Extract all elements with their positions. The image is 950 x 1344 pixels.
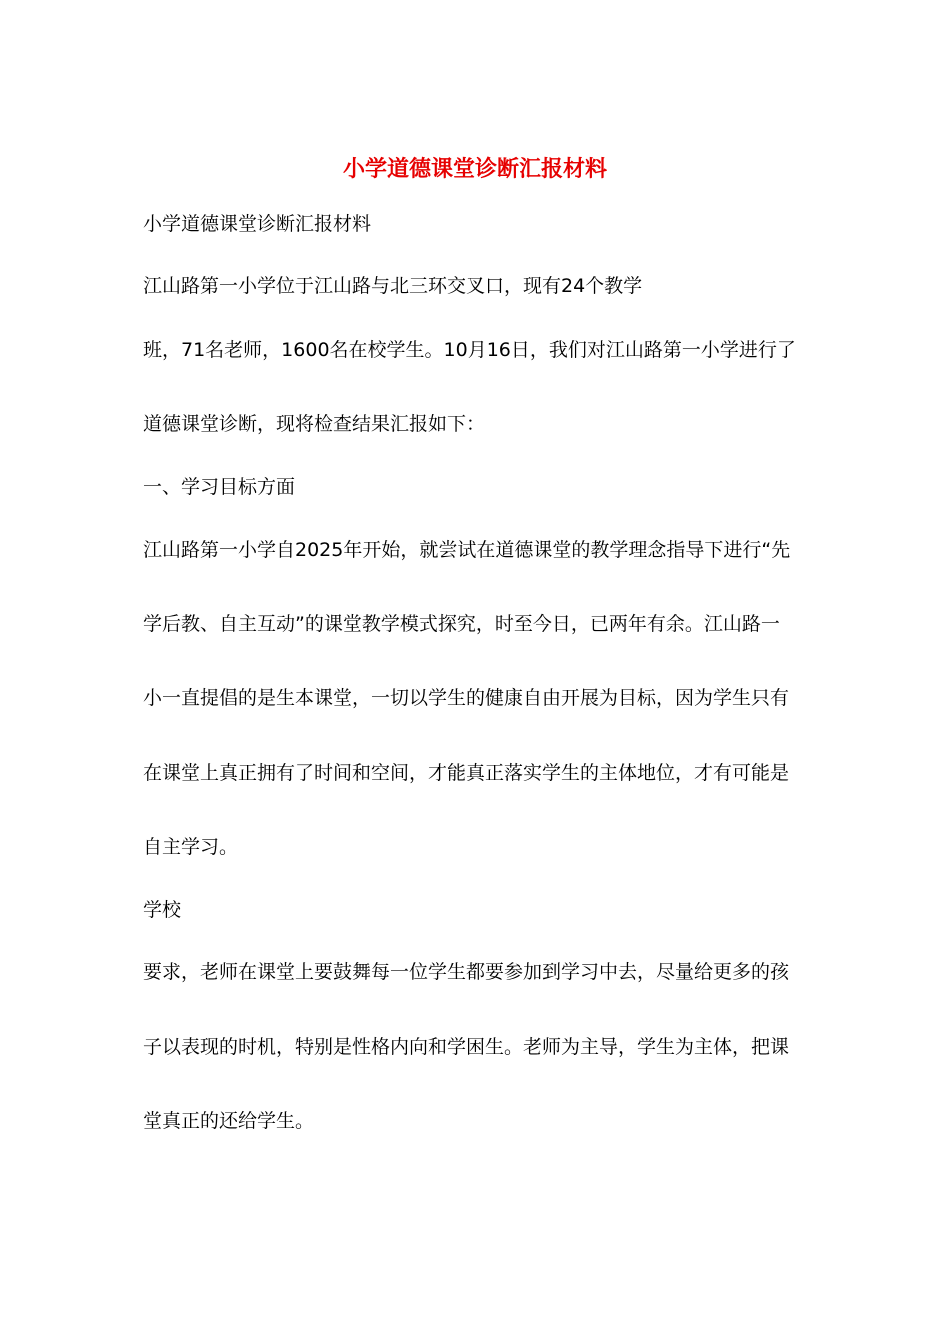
paragraph-line: 道德课堂诊断，现将检查结果汇报如下： — [143, 413, 486, 435]
paragraph-line: 学校 — [143, 899, 182, 921]
paragraph-line: 小一直提倡的是生本课堂，一切以学生的健康自由开展为目标，因为学生只有 — [143, 687, 790, 709]
document-title: 小学道德课堂诊断汇报材料 — [342, 156, 607, 182]
paragraph-line: 子以表现的时机，特别是性格内向和学困生。老师为主导，学生为主体，把课 — [143, 1036, 790, 1058]
section-heading: 一、学习目标方面 — [143, 476, 296, 498]
paragraph-line: 江山路第一小学自2025年开始，就尝试在道德课堂的教学理念指导下进行“先 — [143, 539, 791, 561]
paragraph-line: 班，71名老师，1600名在校学生。10月16日，我们对江山路第一小学进行了 — [143, 339, 796, 361]
paragraph-line: 要求，老师在课堂上要鼓舞每一位学生都要参加到学习中去，尽量给更多的孩 — [143, 961, 790, 983]
paragraph-line: 学后教、自主互动”的课堂教学模式探究，时至今日，已两年有余。江山路一 — [143, 613, 780, 635]
subtitle-line: 小学道德课堂诊断汇报材料 — [143, 213, 372, 235]
paragraph-line: 江山路第一小学位于江山路与北三环交叉口，现有24个教学 — [143, 275, 643, 297]
paragraph-line: 自主学习。 — [143, 836, 239, 858]
paragraph-line: 堂真正的还给学生。 — [143, 1110, 315, 1132]
paragraph-line: 在课堂上真正拥有了时间和空间，才能真正落实学生的主体地位，才有可能是 — [143, 762, 790, 784]
